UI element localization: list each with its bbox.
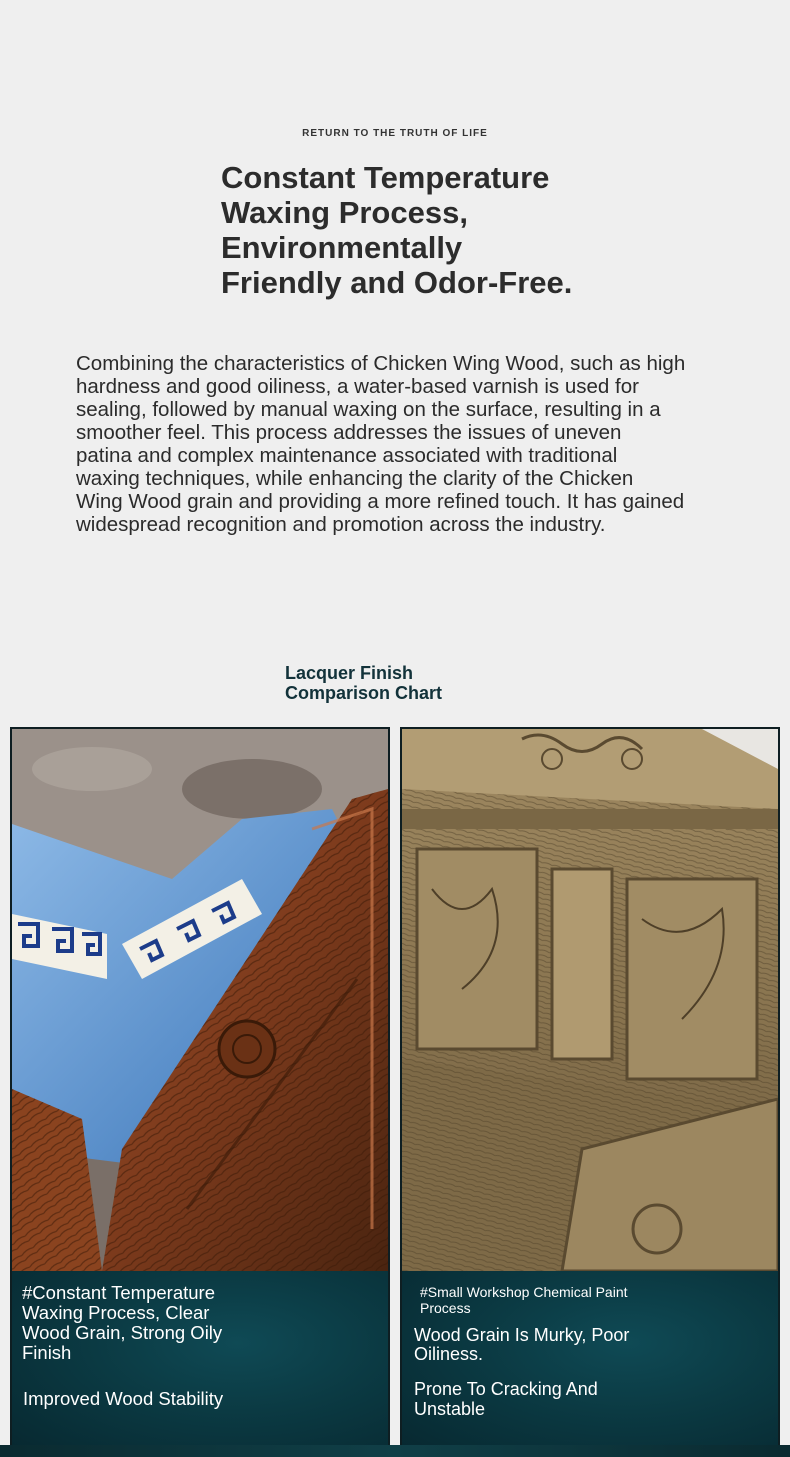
left-heading-line: Finish (22, 1342, 72, 1363)
description-line: smoother feel. This process addresses the issues of uneven (76, 421, 622, 444)
left-heading-line: Waxing Process, Clear (22, 1302, 210, 1323)
waxed-wenge-chair-armrest-image (12, 729, 388, 1271)
headline (221, 160, 601, 300)
description-line: hardness and good oiliness, a water-based varnish is used for (76, 375, 639, 398)
comparison-title-line: Lacquer Finish (285, 663, 414, 683)
description-line: Combining the characteristics of Chicken Wing Wood, such as high (76, 352, 686, 375)
left-caption-point: Improved Wood Stability (23, 1388, 224, 1409)
chemically-painted-carved-bench-image (402, 729, 778, 1271)
right-point-2-line: Prone To Cracking And (414, 1379, 598, 1399)
headline-line: Friendly and Odor-Free. (221, 265, 573, 300)
description-line: patina and complex maintenance associated with traditional (76, 444, 618, 467)
right-caption-point-1 (414, 1326, 629, 1364)
right-point-2-line: Unstable (414, 1399, 486, 1419)
right-heading-line: Process (420, 1300, 471, 1316)
headline-line: Environmentally (221, 230, 463, 265)
description-line: waxing techniques, while enhancing the clarity of the Chicken (76, 467, 634, 490)
headline-line: Constant Temperature (221, 160, 550, 195)
left-heading-line: Wood Grain, Strong Oily (22, 1322, 223, 1343)
right-caption-point-2 (414, 1379, 598, 1419)
left-caption (12, 1271, 388, 1445)
comparison-title (285, 663, 442, 703)
description-line: widespread recognition and promotion across the industry. (76, 513, 606, 536)
right-comparison-panel (400, 727, 780, 1445)
description-line: sealing, followed by manual waxing on the surface, resulting in a (76, 398, 661, 421)
left-heading-line: #Constant Temperature (22, 1282, 215, 1303)
right-caption-heading (420, 1284, 628, 1316)
right-caption (402, 1271, 778, 1445)
left-comparison-panel (10, 727, 390, 1445)
description (76, 352, 741, 536)
right-point-1-line: Wood Grain Is Murky, Poor (414, 1325, 630, 1345)
left-caption-heading (22, 1283, 222, 1363)
bottom-strip (0, 1445, 790, 1457)
tagline: RETURN TO THE TRUTH OF LIFE (302, 128, 488, 139)
right-point-1-line: Oiliness. (414, 1344, 484, 1364)
right-heading-line: #Small Workshop Chemical Paint (420, 1284, 628, 1300)
description-line: Wing Wood grain and providing a more refined touch. It has gained (76, 490, 685, 513)
comparison-title-line: Comparison Chart (285, 683, 443, 703)
headline-line: Waxing Process, (221, 195, 468, 230)
